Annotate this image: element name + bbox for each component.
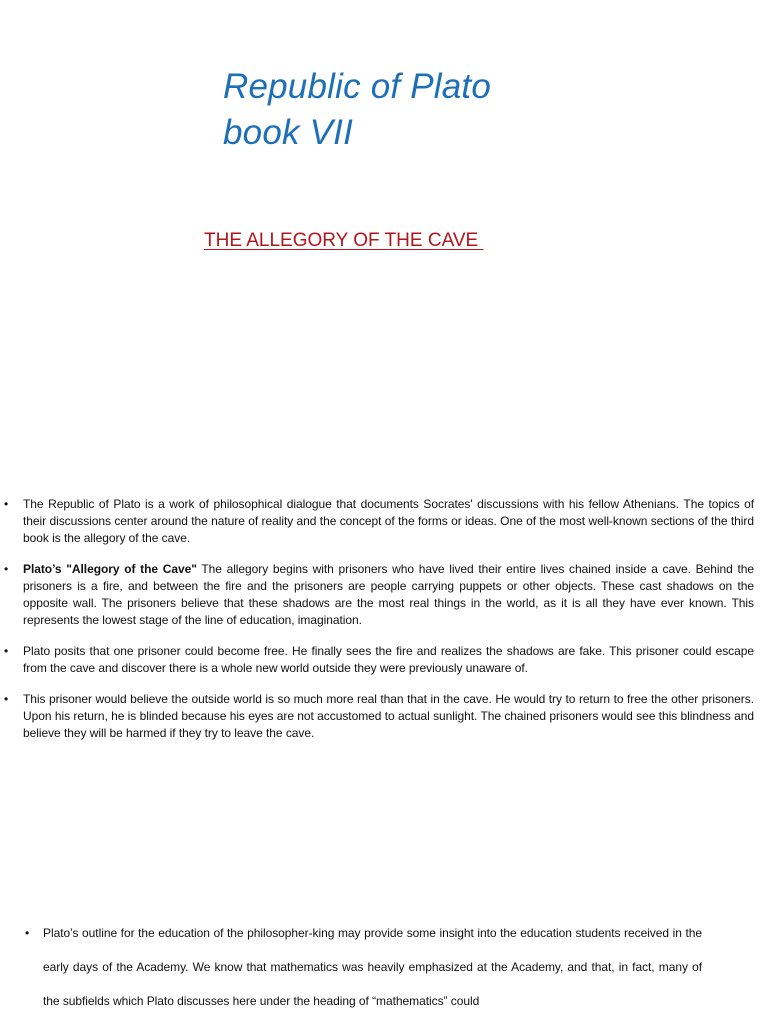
- bullet-lead-bold: Plato’s "Allegory of the Cave": [23, 562, 197, 576]
- bullet-item-5: [0, 916, 768, 1018]
- bullet-item-3: [0, 643, 768, 677]
- document-title: [223, 64, 491, 156]
- bullet-item-4: [0, 691, 768, 742]
- bullet-list: [0, 496, 768, 756]
- bullet-item-2: [0, 561, 768, 629]
- title-line-1: Republic of Plato: [223, 67, 492, 106]
- second-bullet-list: [0, 916, 768, 1032]
- bullet-marker: •: [25, 926, 30, 940]
- bullet-text: The Republic of Plato is a work of philosophical dialogue that documents Socrates' discussions with his fellow Athenians. The topics of their discussions center around the nature of reality and the concept of the forms or ideas. One of the most well-known sections of the third book is the allegory of the cave.: [23, 497, 754, 545]
- bullet-marker: •: [4, 644, 9, 658]
- section-heading: THE ALLEGORY OF THE CAVE: [204, 230, 484, 251]
- title-line-2: book VII: [223, 113, 354, 152]
- bullet-marker: •: [4, 562, 9, 576]
- bullet-marker: •: [4, 692, 9, 706]
- bullet-text: Plato’s outline for the education of the philosopher-king may provide some insight into the education students received in the early days of the Academy. We know that mathematics was heavily emphasized at the Academy, and that, in fact, many of the subfields which Plato discusses here under the heading of “mathematics” could: [43, 926, 702, 1008]
- bullet-text: Plato posits that one prisoner could become free. He finally sees the fire and realizes the shadows are fake. This prisoner could escape from the cave and discover there is a whole new world outside they were previously unaware of.: [23, 644, 754, 675]
- bullet-marker: •: [4, 497, 9, 511]
- bullet-item-1: [0, 496, 768, 547]
- bullet-text: [23, 561, 754, 629]
- bullet-text: This prisoner would believe the outside world is so much more real than that in the cave. He would try to return to free the other prisoners. Upon his return, he is blinded because his eyes are not accustomed to actual sunlight. The chained prisoners would see this blindness and believe they will be harmed if they try to leave the cave.: [23, 692, 754, 740]
- bullet-text-rest: The allegory begins with prisoners who have lived their entire lives chained inside a cave. Behind the prisoners is a fire, and between the fire and the prisoners are people carrying puppets or other objects. These cast shadows on the opposite wall. The prisoners believe that these shadows are the most real things in the world, as it is all they have ever known. This represents the lowest stage of the line of education, imagination.: [23, 562, 754, 627]
